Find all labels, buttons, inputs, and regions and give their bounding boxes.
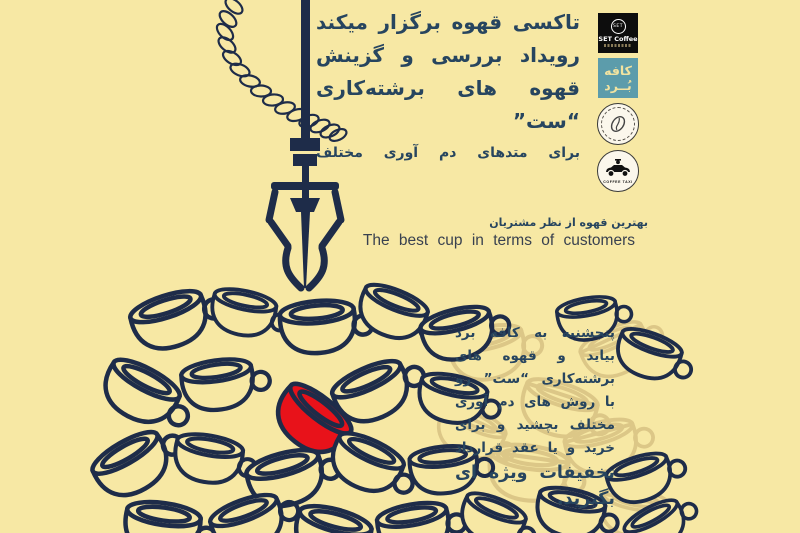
cafe-bord-logo bbox=[598, 58, 638, 98]
body-line-3: برشته‌کاری “ست” رو bbox=[455, 371, 615, 387]
headline-line-1: تاکسی قهوه برگزار میکند bbox=[316, 10, 580, 34]
set-coffee-label: SET Coffee bbox=[598, 35, 638, 43]
body-line-2: بیاید و قهوه های bbox=[455, 348, 615, 364]
cafe-bord-line1: کافه bbox=[604, 63, 632, 78]
body-highlight-1: تخفیفات ویژه ای bbox=[455, 463, 615, 483]
headline-line-3: قهوه های برشته‌کاری “ست” bbox=[316, 76, 580, 133]
headline-line-4: برای متدهای دم آوری مختلف bbox=[316, 145, 580, 161]
headline-line-2: رویداد بررسی و گزینش bbox=[316, 43, 580, 67]
body-line-5: مختلف بچشید و برای bbox=[455, 417, 615, 433]
set-monogram-icon: SET bbox=[611, 19, 626, 34]
headline-block bbox=[316, 6, 580, 168]
body-paragraph bbox=[455, 322, 615, 512]
stamp-rim-text bbox=[601, 107, 635, 141]
tagline-english: The best cup in terms of customers bbox=[362, 232, 635, 249]
tagline-block bbox=[363, 216, 648, 250]
body-line-6: خرید و یا عقد قرارداد bbox=[455, 440, 615, 456]
set-logo-subtext bbox=[604, 44, 632, 47]
body-line-1: پنجشنبه به کافه برد bbox=[455, 325, 615, 341]
cafe-bord-line2: بُــرد bbox=[604, 78, 632, 93]
body-line-4: با روش های دم آوری bbox=[455, 394, 615, 410]
body-highlight-2: بگیرید. bbox=[556, 489, 615, 509]
roastery-stamp-logo bbox=[597, 103, 639, 145]
set-coffee-logo bbox=[598, 13, 638, 53]
logo-column bbox=[597, 13, 639, 192]
coffee-taxi-logo bbox=[597, 150, 639, 192]
taxi-car-icon bbox=[602, 159, 634, 179]
tagline-farsi: بهترین قهوه از نظر مشتریان bbox=[489, 216, 648, 229]
coffee-taxi-label: COFFEE TAXI bbox=[603, 179, 633, 184]
